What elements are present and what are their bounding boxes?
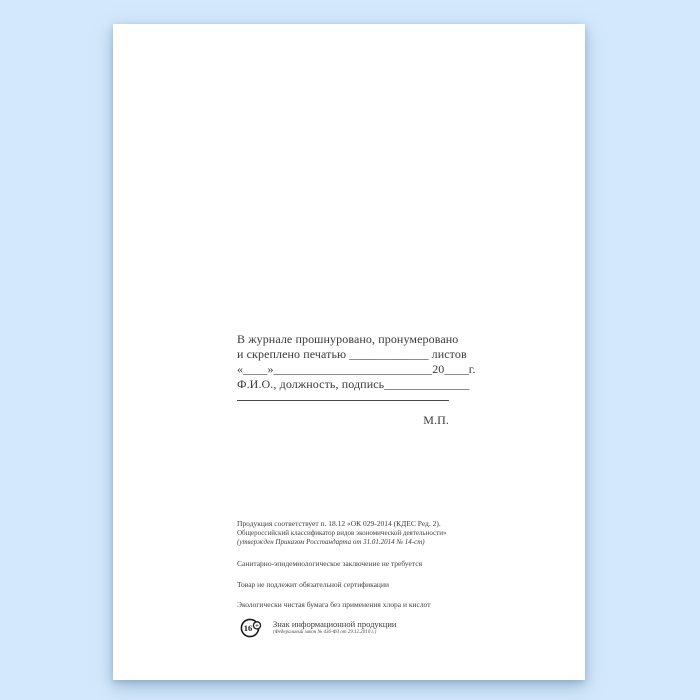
conformity-paragraph bbox=[237, 519, 477, 548]
signature-line bbox=[237, 400, 449, 401]
age-rating-law-reference: (Федеральный закон № 436-ФЗ от 29.12.2010 г.) bbox=[273, 630, 377, 635]
conformity-line-1: Продукция соответствует п. 18.12 «ОК 029-2014 (КДЕС Ред. 2). bbox=[237, 519, 441, 528]
certification-statement: Товар не подлежит обязательной сертификации bbox=[237, 579, 389, 589]
journal-back-page bbox=[113, 24, 585, 680]
stamp-place-label: М.П. bbox=[423, 413, 449, 427]
stitch-line-3: «____»__________________________20____г. bbox=[237, 362, 476, 376]
svg-text:16: 16 bbox=[243, 623, 253, 634]
svg-text:+: + bbox=[255, 622, 259, 630]
age-rating-title: Знак информационной продукции bbox=[273, 619, 397, 629]
conformity-line-2: Общероссийский классификатор видов экономической деятельности» bbox=[237, 528, 447, 537]
stitch-line-2: и скреплено печатью _____________ листов bbox=[237, 347, 467, 361]
conformity-line-3: (утвержден Приказом Росстандарта от 31.01.2014 № 14-ст) bbox=[237, 538, 425, 546]
stitch-line-1: В журнале прошнуровано, пронумеровано bbox=[237, 332, 459, 346]
stitch-line-4: Ф.И.О., должность, подпись______________ bbox=[237, 377, 470, 391]
compliance-footer bbox=[237, 519, 477, 639]
sanitary-statement: Санитарно-эпидемиологическое заключение не требуется bbox=[237, 559, 423, 568]
eco-statement: Экологически чистая бумага без применения хлора и кислот bbox=[237, 600, 431, 609]
age-rating-text bbox=[273, 617, 396, 635]
age-rating-16plus-icon bbox=[240, 617, 262, 639]
stitch-seal-block bbox=[237, 332, 476, 428]
age-rating-row bbox=[237, 617, 477, 639]
